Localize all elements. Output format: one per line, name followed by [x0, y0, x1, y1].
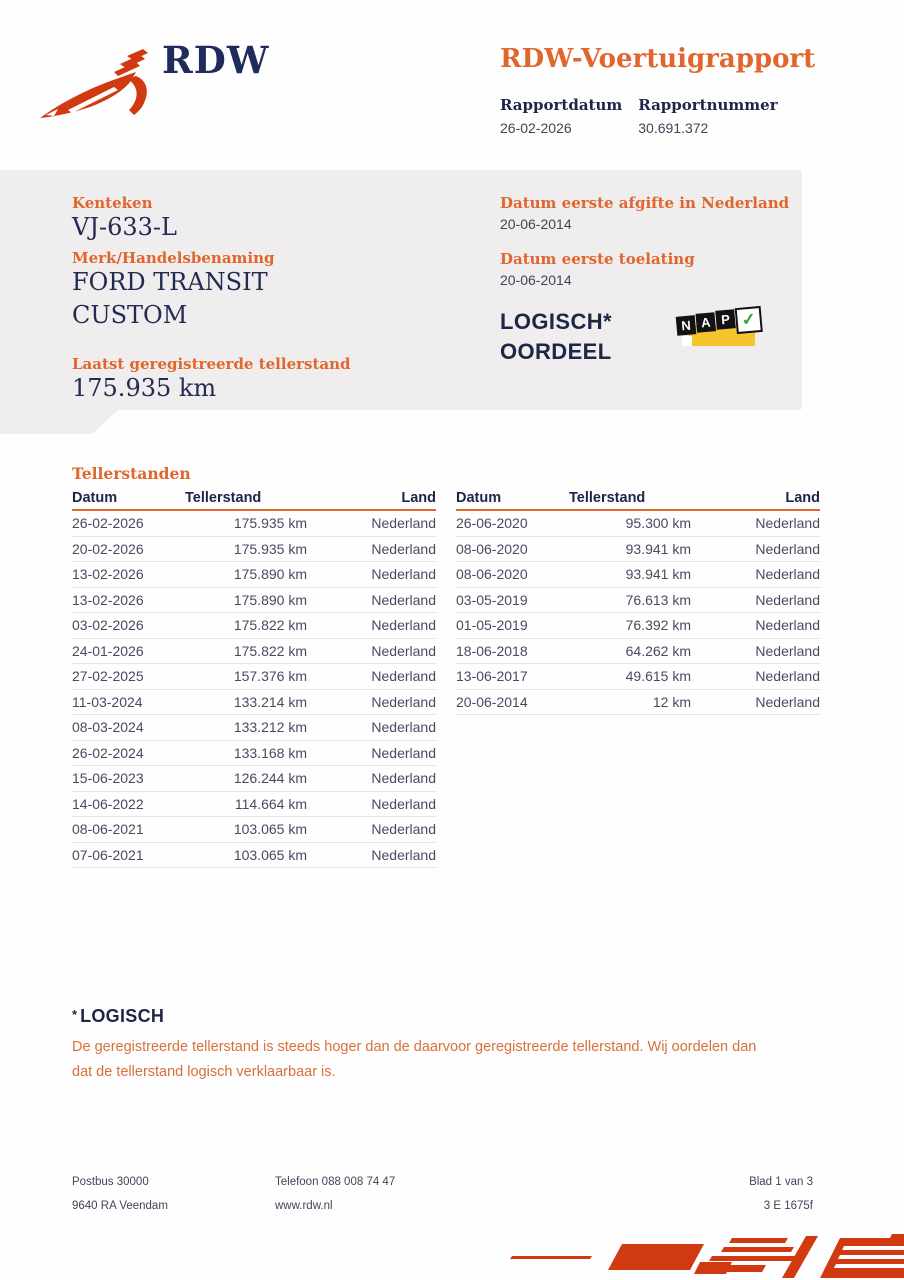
table-row — [72, 562, 436, 588]
cell-tellerstand: 133.212 km — [233, 719, 307, 736]
footer-contact — [275, 1170, 395, 1218]
speed-lines-graphic-icon — [504, 1232, 904, 1278]
cell-datum: 03-02-2026 — [72, 617, 144, 634]
odometer-section — [72, 464, 820, 868]
table-header-row — [456, 490, 820, 511]
first-issue-value: 20-06-2014 — [500, 216, 572, 232]
cell-land: Nederland — [371, 642, 436, 659]
cell-datum: 11-03-2024 — [72, 693, 143, 710]
cell-land: Nederland — [755, 515, 820, 532]
footnote-heading — [72, 1006, 778, 1027]
cell-datum: 08-06-2020 — [456, 566, 528, 583]
cell-land: Nederland — [371, 668, 436, 685]
cell-datum: 08-06-2020 — [456, 540, 528, 557]
cell-tellerstand: 126.244 km — [233, 770, 307, 787]
logisch-footnote — [72, 1006, 778, 1085]
cell-land: Nederland — [371, 617, 436, 634]
cell-datum: 26-02-2026 — [72, 515, 144, 532]
verdict-line2: OORDEEL — [500, 339, 612, 364]
odometer-table-right — [456, 490, 820, 868]
table-row — [72, 715, 436, 741]
first-issue-label: Datum eerste afgifte in Nederland — [500, 194, 790, 212]
cell-datum: 24-01-2026 — [72, 642, 144, 659]
table-row — [72, 511, 436, 537]
header-datum: Datum — [456, 490, 502, 506]
cell-tellerstand: 175.890 km — [233, 591, 307, 608]
table-row — [72, 588, 436, 614]
cell-datum: 20-06-2014 — [456, 693, 528, 710]
footer-address-line1: Postbus 30000 — [72, 1176, 149, 1188]
cell-land: Nederland — [755, 693, 820, 710]
first-admission-value: 20-06-2014 — [500, 272, 572, 288]
vehicle-summary-panel — [0, 170, 802, 410]
cell-land: Nederland — [371, 693, 436, 710]
kenteken-label: Kenteken — [72, 194, 153, 212]
cell-datum: 07-06-2021 — [72, 846, 144, 863]
cell-datum: 15-06-2023 — [72, 770, 144, 787]
table-row — [456, 639, 820, 665]
cell-land: Nederland — [371, 540, 436, 557]
merk-value — [72, 266, 268, 332]
cell-land: Nederland — [371, 770, 436, 787]
merk-line1: FORD TRANSIT — [72, 268, 268, 296]
footer-phone: Telefoon 088 008 74 47 — [275, 1176, 396, 1188]
last-odometer-label: Laatst geregistreerde tellerstand — [72, 355, 351, 373]
table-row — [456, 562, 820, 588]
cell-tellerstand: 175.935 km — [233, 515, 307, 532]
table-row — [456, 588, 820, 614]
nap-white-notch — [682, 336, 692, 346]
cell-tellerstand: 133.214 km — [233, 693, 307, 710]
cell-tellerstand: 114.664 km — [234, 795, 307, 812]
nap-letter-a: A — [695, 312, 716, 333]
cell-land: Nederland — [371, 515, 436, 532]
cell-land: Nederland — [755, 617, 820, 634]
footer-page-info — [749, 1170, 813, 1218]
table-body-right — [456, 511, 820, 715]
footer-address-line2: 9640 RA Veendam — [72, 1200, 168, 1212]
first-admission-label: Datum eerste toelating — [500, 250, 695, 268]
kenteken-value: VJ-633-L — [72, 213, 177, 241]
cell-datum: 26-02-2024 — [72, 744, 144, 761]
cell-land: Nederland — [371, 795, 436, 812]
cell-tellerstand: 93.941 km — [625, 566, 691, 583]
cell-tellerstand: 76.392 km — [625, 617, 691, 634]
table-row — [72, 792, 436, 818]
cell-datum: 13-02-2026 — [72, 591, 144, 608]
report-date-value: 26-02-2026 — [500, 120, 572, 136]
report-date-label: Rapportdatum — [500, 96, 623, 114]
table-row — [456, 613, 820, 639]
cell-land: Nederland — [371, 591, 436, 608]
rdw-feather-logo-icon — [34, 46, 160, 126]
odometer-table-left — [72, 490, 436, 868]
footer-page-indicator: Blad 1 van 3 — [749, 1176, 813, 1188]
cell-datum: 14-06-2022 — [72, 795, 144, 812]
table-row — [456, 537, 820, 563]
cell-tellerstand: 157.376 km — [233, 668, 307, 685]
footer-form-code: 3 E 1675f — [763, 1200, 813, 1212]
cell-tellerstand: 103.065 km — [233, 821, 307, 838]
table-row — [72, 741, 436, 767]
nap-letter-p: P — [715, 309, 736, 330]
footnote-title: LOGISCH — [80, 1006, 165, 1026]
cell-tellerstand: 64.262 km — [625, 642, 691, 659]
cell-datum: 27-02-2025 — [72, 668, 144, 685]
table-row — [72, 639, 436, 665]
footnote-asterisk: * — [72, 1007, 78, 1022]
cell-tellerstand: 12 km — [652, 693, 691, 710]
report-date-block — [500, 96, 622, 136]
table-row — [72, 843, 436, 869]
table-row — [72, 613, 436, 639]
cell-tellerstand: 175.822 km — [233, 617, 307, 634]
nap-logo — [676, 310, 766, 354]
cell-land: Nederland — [371, 821, 436, 838]
cell-tellerstand: 76.613 km — [625, 591, 691, 608]
cell-land: Nederland — [371, 744, 436, 761]
cell-land: Nederland — [371, 566, 436, 583]
verdict-line1: LOGISCH* — [500, 309, 612, 334]
footer-address — [72, 1170, 168, 1218]
merk-line2: CUSTOM — [72, 301, 188, 329]
cell-land: Nederland — [371, 719, 436, 736]
table-body-left — [72, 511, 436, 868]
cell-tellerstand: 103.065 km — [233, 846, 307, 863]
nap-checkmark-icon: ✓ — [735, 306, 763, 334]
table-row — [456, 664, 820, 690]
cell-tellerstand: 175.822 km — [233, 642, 307, 659]
header-tellerstand: Tellerstand — [569, 490, 646, 506]
last-odometer-value: 175.935 km — [72, 374, 217, 402]
report-meta — [500, 96, 778, 136]
header-land: Land — [401, 490, 436, 506]
cell-datum: 20-02-2026 — [72, 540, 144, 557]
table-row — [72, 537, 436, 563]
header-datum: Datum — [72, 490, 118, 506]
cell-datum: 08-06-2021 — [72, 821, 144, 838]
cell-land: Nederland — [755, 642, 820, 659]
table-header-row — [72, 490, 436, 511]
nap-letter-n: N — [676, 315, 697, 336]
table-row — [72, 766, 436, 792]
merk-label: Merk/Handelsbenaming — [72, 249, 275, 267]
report-title: RDW-Voertuigrapport — [500, 44, 816, 74]
report-number-value: 30.691.372 — [638, 120, 709, 136]
odometer-section-title: Tellerstanden — [72, 464, 191, 483]
cell-tellerstand: 175.935 km — [233, 540, 307, 557]
table-row — [72, 690, 436, 716]
odometer-tables — [72, 490, 820, 868]
verdict-text — [500, 307, 612, 367]
cell-tellerstand: 133.168 km — [233, 744, 307, 761]
cell-datum: 13-06-2017 — [456, 668, 528, 685]
table-row — [72, 664, 436, 690]
cell-tellerstand: 95.300 km — [625, 515, 691, 532]
cell-tellerstand: 175.890 km — [233, 566, 307, 583]
header-land: Land — [785, 490, 820, 506]
cell-land: Nederland — [755, 540, 820, 557]
cell-tellerstand: 93.941 km — [625, 540, 691, 557]
report-number-block — [638, 96, 777, 136]
rdw-wordmark: RDW — [162, 38, 270, 82]
cell-datum: 13-02-2026 — [72, 566, 144, 583]
cell-land: Nederland — [755, 668, 820, 685]
table-row — [456, 690, 820, 716]
cell-land: Nederland — [371, 846, 436, 863]
table-row — [72, 817, 436, 843]
footnote-text: De geregistreerde tellerstand is steeds hoger dan de daarvoor geregistreerde tellerstand. Wij oordelen dan dat de tellerstand logisch verklaarbaar is. — [72, 1039, 757, 1080]
footer-website: www.rdw.nl — [275, 1200, 333, 1212]
cell-land: Nederland — [755, 591, 820, 608]
table-row — [456, 511, 820, 537]
cell-land: Nederland — [755, 566, 820, 583]
cell-datum: 18-06-2018 — [456, 642, 528, 659]
cell-datum: 08-03-2024 — [72, 719, 144, 736]
cell-datum: 26-06-2020 — [456, 515, 528, 532]
nap-letter-tiles — [676, 310, 762, 336]
cell-datum: 03-05-2019 — [456, 591, 528, 608]
cell-tellerstand: 49.615 km — [625, 668, 691, 685]
cell-datum: 01-05-2019 — [456, 617, 528, 634]
report-number-label: Rapportnummer — [638, 96, 778, 114]
header-tellerstand: Tellerstand — [185, 490, 262, 506]
